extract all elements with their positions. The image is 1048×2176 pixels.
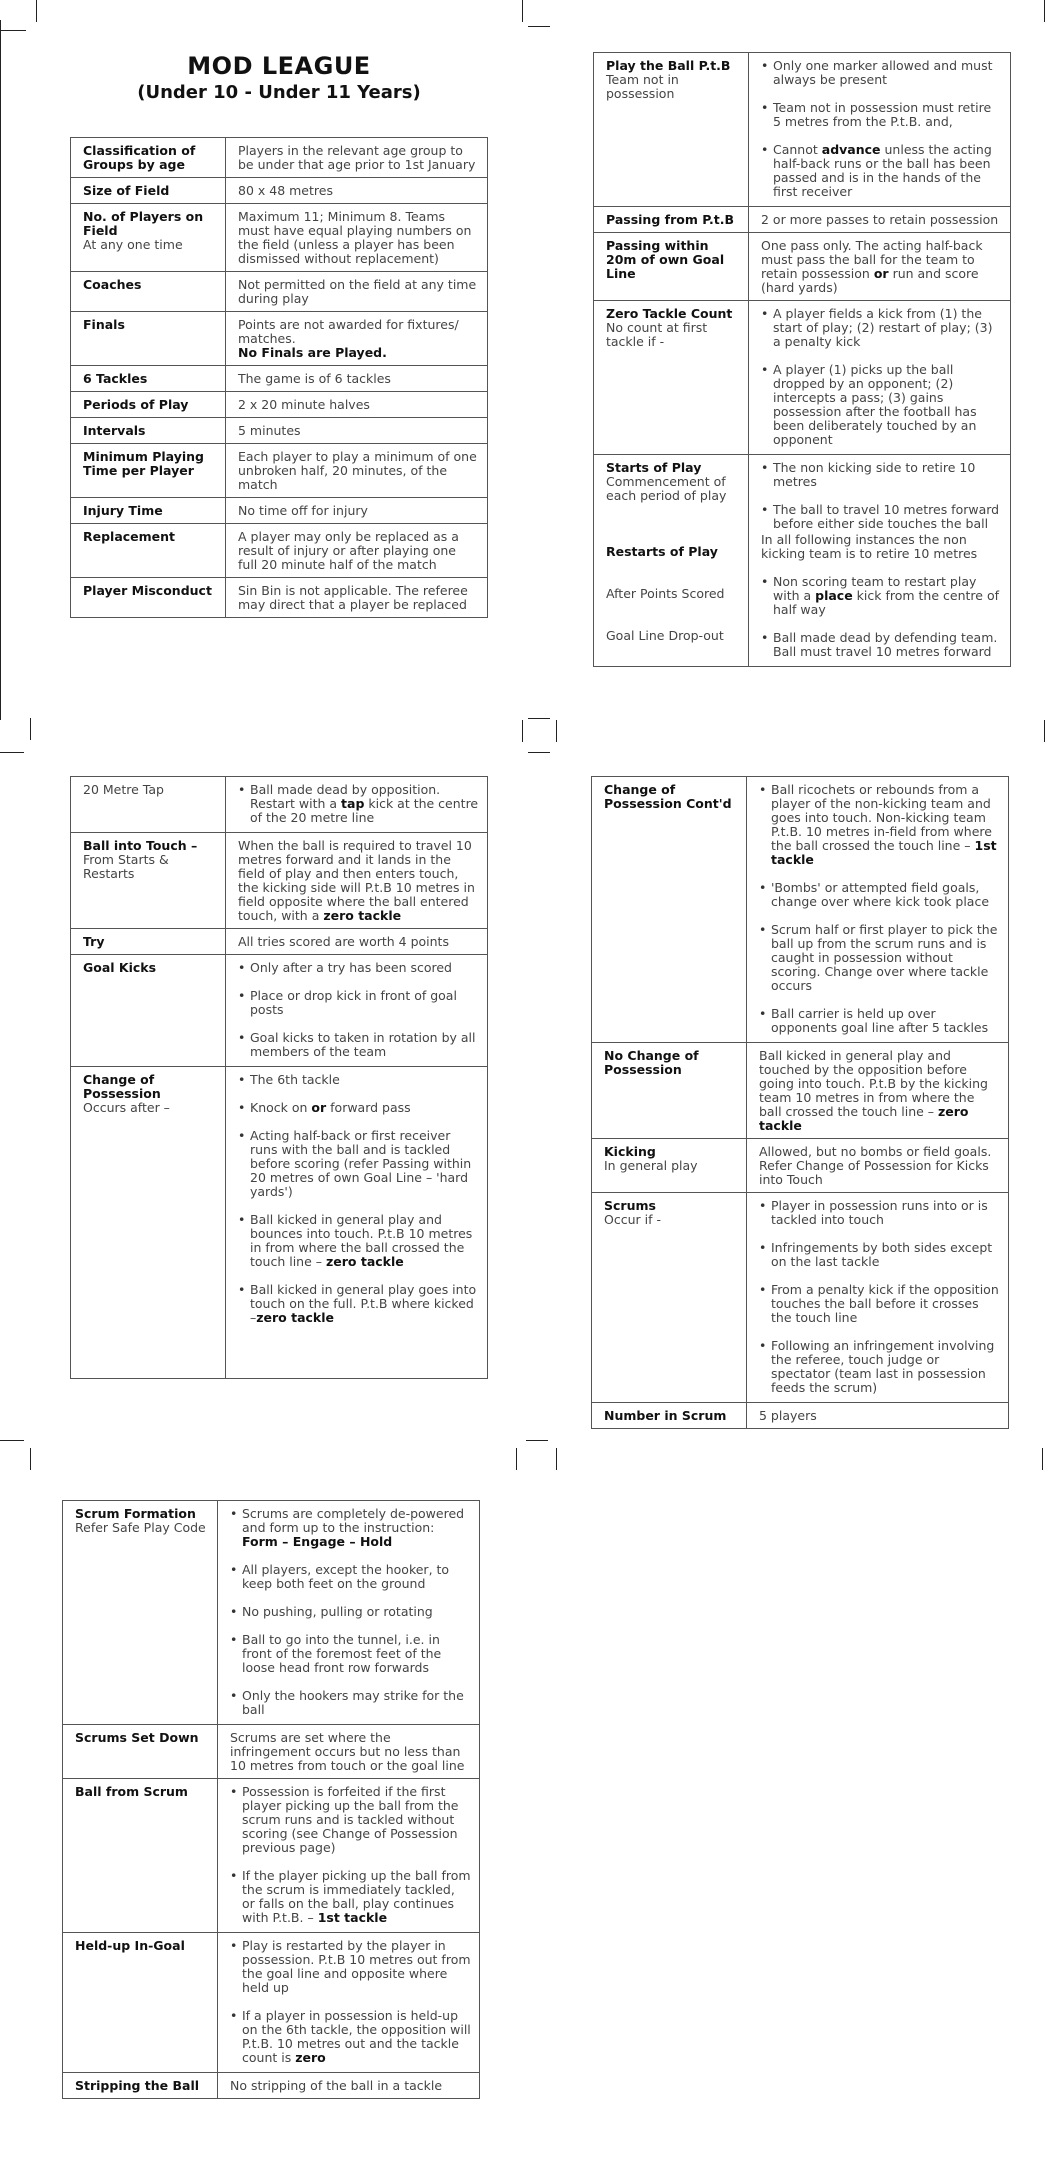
list-item: • Infringements by both sides except on the last tackle	[759, 1241, 1000, 1269]
list-item: • Knock on or forward pass	[238, 1101, 479, 1115]
table-row	[594, 455, 1011, 667]
list-item: • Play is restarted by the player in possession. P.t.B 10 metres out from the goal line and opposite where held up	[230, 1939, 471, 1995]
row-label: Stripping the Ball	[75, 2078, 200, 2093]
row-value: 80 x 48 metres	[226, 178, 488, 204]
list-item: • Goal kicks to taken in rotation by all members of the team	[238, 1031, 479, 1059]
list-item: • The ball to travel 10 metres forward before either side touches the ball	[761, 503, 1002, 531]
row-label: Intervals	[83, 423, 146, 438]
card-general-rules	[70, 52, 488, 618]
card-touch-and-possession	[70, 776, 488, 1379]
row-sublabel: No count at first tackle if -	[606, 320, 708, 349]
list-item: • Cannot advance unless the acting half-back runs or the ball has been passed and is in the hands of the first receiver	[761, 143, 1002, 199]
row-value: 5 minutes	[226, 418, 488, 444]
crop-mark	[1044, 0, 1045, 22]
row-label: Periods of Play	[83, 397, 189, 412]
list-item: • Ball kicked in general play goes into touch on the full. P.t.B where kicked –zero tackle	[238, 1283, 479, 1325]
list-item: • Scrums are completely de-powered and form up to the instruction: Form – Engage – Hold	[230, 1507, 471, 1549]
page-title: MOD LEAGUE	[187, 52, 371, 80]
list-item: • 'Bombs' or attempted field goals, change over where kick took place	[759, 881, 1000, 909]
list-item: • No pushing, pulling or rotating	[230, 1605, 471, 1619]
row-sublabel: Occurs after –	[83, 1100, 170, 1115]
row-label: Number in Scrum	[604, 1408, 727, 1423]
table-row	[71, 929, 488, 955]
row-label: Ball into Touch –	[83, 838, 198, 853]
table-row	[71, 955, 488, 1067]
crop-mark	[1042, 1448, 1043, 1470]
table-row	[594, 301, 1011, 455]
row-label: Replacement	[83, 529, 176, 544]
row-label: Passing from P.t.B	[606, 212, 735, 227]
list-item: • Player in possession runs into or is tackled into touch	[759, 1199, 1000, 1227]
list-item: • Acting half-back or first receiver runs with the ball and is tackled before scoring (refer Passing within 20 metres of own Goal Line – 'hard yards')	[238, 1129, 479, 1199]
general-rules-table	[70, 137, 488, 618]
crop-mark	[528, 26, 550, 27]
crop-mark	[0, 752, 24, 753]
row-label: Coaches	[83, 277, 142, 292]
table-row	[71, 524, 488, 578]
list-item: • A player (1) picks up the ball dropped by an opponent; (2) intercepts a pass; (3) gains possession after the football has been deliberately touched by an opponent	[761, 363, 1002, 447]
list-item: • Possession is forfeited if the first player picking up the ball from the scrum runs and is tackled without scoring (see Change of Possession previous page)	[230, 1785, 471, 1855]
row-value: Not permitted on the field at any time during play	[226, 272, 488, 312]
row-label: No. of Players on Field	[83, 209, 204, 238]
list-item: • Ball ricochets or rebounds from a player of the non-kicking team and goes into touch. Non-kicking team P.t.B. 10 metres in-field from where the ball crossed the touch line – 1st tackle	[759, 783, 1000, 867]
card-possession-and-scrums	[591, 776, 1009, 1429]
possession-rules-table	[591, 776, 1009, 1429]
table-row	[71, 418, 488, 444]
list-item: • The non kicking side to retire 10 metres	[761, 461, 1002, 489]
crop-mark	[30, 718, 31, 740]
table-row	[63, 1933, 480, 2073]
row-value: Ball kicked in general play and touched by the opposition before going into touch. P.t.B by the kicking team 10 metres in from where the ball crossed the touch line – zero tackle	[747, 1043, 1009, 1139]
scrum-rules-table	[62, 1500, 480, 2099]
crop-mark	[522, 0, 523, 22]
row-sublabel: After Points Scored	[606, 586, 725, 601]
table-row	[63, 1779, 480, 1933]
row-label: Scrums	[604, 1198, 656, 1213]
table-row	[71, 392, 488, 418]
crop-mark	[522, 720, 523, 742]
list-item: • From a penalty kick if the opposition touches the ball before it crosses the touch line	[759, 1283, 1000, 1325]
row-label: Starts of Play	[606, 460, 702, 475]
row-sublabel: In general play	[604, 1158, 698, 1173]
table-row	[71, 366, 488, 392]
table-row	[71, 578, 488, 618]
row-value: When the ball is required to travel 10 metres forward and it lands in the field of play and then enters touch, the kicking side will P.t.B 10 metres in field opposite where the ball entered touch, with a zero tackle	[226, 833, 488, 929]
card-play-rules	[593, 52, 1011, 667]
row-label: No Change of Possession	[604, 1048, 699, 1077]
table-row	[63, 2073, 480, 2099]
row-value: In all following instances the non kicking team is to retire 10 metres	[761, 532, 978, 561]
list-item: • Team not in possession must retire 5 metres from the P.t.B. and,	[761, 101, 1002, 129]
list-item: • Ball carrier is held up over opponents goal line after 5 tackles	[759, 1007, 1000, 1035]
table-row	[592, 1139, 1009, 1193]
crop-mark	[528, 752, 550, 753]
table-row	[592, 777, 1009, 1043]
table-row	[63, 1501, 480, 1725]
list-item: • The 6th tackle	[238, 1073, 479, 1087]
row-value: Each player to play a minimum of one unbroken half, 20 minutes, of the match	[226, 444, 488, 498]
row-value: Scrums are set where the infringement occurs but no less than 10 metres from touch or the goal line	[218, 1725, 480, 1779]
row-label: 20 Metre Tap	[83, 782, 164, 797]
table-row	[71, 498, 488, 524]
row-value: 2 x 20 minute halves	[226, 392, 488, 418]
row-label: Size of Field	[83, 183, 170, 198]
row-value: No time off for injury	[226, 498, 488, 524]
table-row	[71, 833, 488, 929]
crop-mark	[556, 720, 557, 742]
play-rules-table	[593, 52, 1011, 667]
row-value: Maximum 11; Minimum 8. Teams must have equal playing numbers on the field (unless a player has been dismissed without replacement)	[226, 204, 488, 272]
crop-mark	[1044, 720, 1045, 742]
list-item: • Only one marker allowed and must always be present	[761, 59, 1002, 87]
table-row	[592, 1193, 1009, 1403]
list-item: • A player fields a kick from (1) the start of play; (2) restart of play; (3) a penalty kick	[761, 307, 1002, 349]
row-label: Play the Ball P.t.B	[606, 58, 731, 73]
table-row	[71, 1067, 488, 1379]
crop-mark	[516, 1448, 517, 1470]
list-item: • Place or drop kick in front of goal posts	[238, 989, 479, 1017]
row-sublabel: From Starts & Restarts	[83, 852, 169, 881]
list-item: • Ball kicked in general play and bounces into touch. P.t.B 10 metres in from where the ball crossed the touch line – zero tackle	[238, 1213, 479, 1269]
table-row	[71, 272, 488, 312]
table-row	[71, 312, 488, 366]
row-value: Allowed, but no bombs or field goals. Refer Change of Possession for Kicks into Touch	[747, 1139, 1009, 1193]
table-row	[594, 207, 1011, 233]
list-item: • Ball made dead by opposition. Restart with a tap kick at the centre of the 20 metre line	[238, 783, 479, 825]
row-label: 6 Tackles	[83, 371, 148, 386]
list-item: • If the player picking up the ball from the scrum is immediately tackled, or falls on the ball, play continues with P.t.B. – 1st tackle	[230, 1869, 471, 1925]
table-row	[71, 178, 488, 204]
row-sublabel: Refer Safe Play Code	[75, 1520, 206, 1535]
row-sublabel: Goal Line Drop-out	[606, 628, 724, 643]
row-value: Players in the relevant age group to be under that age prior to 1st January	[226, 138, 488, 178]
list-item: • Only the hookers may strike for the ball	[230, 1689, 471, 1717]
row-label: Player Misconduct	[83, 583, 212, 598]
row-value: Points are not awarded for fixtures/ matches. No Finals are Played.	[226, 312, 488, 366]
row-label: Kicking	[604, 1144, 656, 1159]
row-value: A player may only be replaced as a result of injury or after playing one full 20 minute half of the match	[226, 524, 488, 578]
row-value: 2 or more passes to retain possession	[749, 207, 1011, 233]
row-label: Held-up In-Goal	[75, 1938, 185, 1953]
crop-mark	[30, 1448, 31, 1470]
row-sublabel: Commencement of each period of play	[606, 474, 727, 503]
crop-mark	[36, 0, 37, 22]
list-item: • Scrum half or first player to pick the ball up from the scrum runs and is caught in possession without scoring. Change over where tackle occurs	[759, 923, 1000, 993]
table-row	[63, 1725, 480, 1779]
list-item: • Ball made dead by defending team. Ball must travel 10 metres forward	[761, 631, 1002, 659]
row-label: Goal Kicks	[83, 960, 157, 975]
row-label: Change of Possession	[83, 1072, 161, 1101]
row-label: Injury Time	[83, 503, 163, 518]
crop-mark	[0, 20, 1, 720]
table-row	[71, 444, 488, 498]
table-row	[594, 233, 1011, 301]
row-label: Restarts of Play	[606, 544, 718, 559]
crop-mark	[528, 718, 550, 719]
list-item: • All players, except the hooker, to keep both feet on the ground	[230, 1563, 471, 1591]
touch-rules-table	[70, 776, 488, 1379]
crop-mark	[0, 30, 26, 31]
row-sublabel: Occur if -	[604, 1212, 661, 1227]
page-subtitle: (Under 10 - Under 11 Years)	[137, 82, 421, 103]
table-row	[71, 204, 488, 272]
row-label: Scrums Set Down	[75, 1730, 199, 1745]
row-label: Finals	[83, 317, 125, 332]
table-row	[594, 53, 1011, 207]
list-item: • Non scoring team to restart play with a place kick from the centre of half way	[761, 575, 1002, 617]
table-row	[71, 138, 488, 178]
row-value: No stripping of the ball in a tackle	[218, 2073, 480, 2099]
row-label: Try	[83, 934, 105, 949]
row-label: Change of Possession Cont'd	[604, 782, 732, 811]
table-row	[592, 1403, 1009, 1429]
row-label: Classification of Groups by age	[83, 143, 196, 172]
row-value: Sin Bin is not applicable. The referee may direct that a player be replaced	[226, 578, 488, 618]
row-label: Scrum Formation	[75, 1506, 196, 1521]
row-value: One pass only. The acting half-back must pass the ball for the team to retain possession or run and score (hard yards)	[749, 233, 1011, 301]
crop-mark	[0, 1440, 24, 1441]
row-label: Ball from Scrum	[75, 1784, 188, 1799]
list-item: • Ball to go into the tunnel, i.e. in front of the foremost feet of the loose head front row forwards	[230, 1633, 471, 1675]
list-item: • Following an infringement involving the referee, touch judge or spectator (team last in possession feeds the scrum)	[759, 1339, 1000, 1395]
card-scrum-rules	[62, 1500, 480, 2099]
row-sublabel: Team not in possession	[606, 72, 679, 101]
table-row	[592, 1043, 1009, 1139]
row-label: Passing within 20m of own Goal Line	[606, 238, 725, 281]
list-item: • If a player in possession is held-up on the 6th tackle, the opposition will P.t.B. 10 metres out and the tackle count is zero	[230, 2009, 471, 2065]
row-label: Zero Tackle Count	[606, 306, 733, 321]
row-value: 5 players	[747, 1403, 1009, 1429]
row-value: The game is of 6 tackles	[226, 366, 488, 392]
crop-mark	[556, 1448, 557, 1470]
row-label: Minimum Playing Time per Player	[83, 449, 204, 478]
row-sublabel: At any one time	[83, 237, 183, 252]
table-row	[71, 777, 488, 833]
row-value: All tries scored are worth 4 points	[226, 929, 488, 955]
list-item: • Only after a try has been scored	[238, 961, 479, 975]
crop-mark	[526, 1440, 548, 1441]
